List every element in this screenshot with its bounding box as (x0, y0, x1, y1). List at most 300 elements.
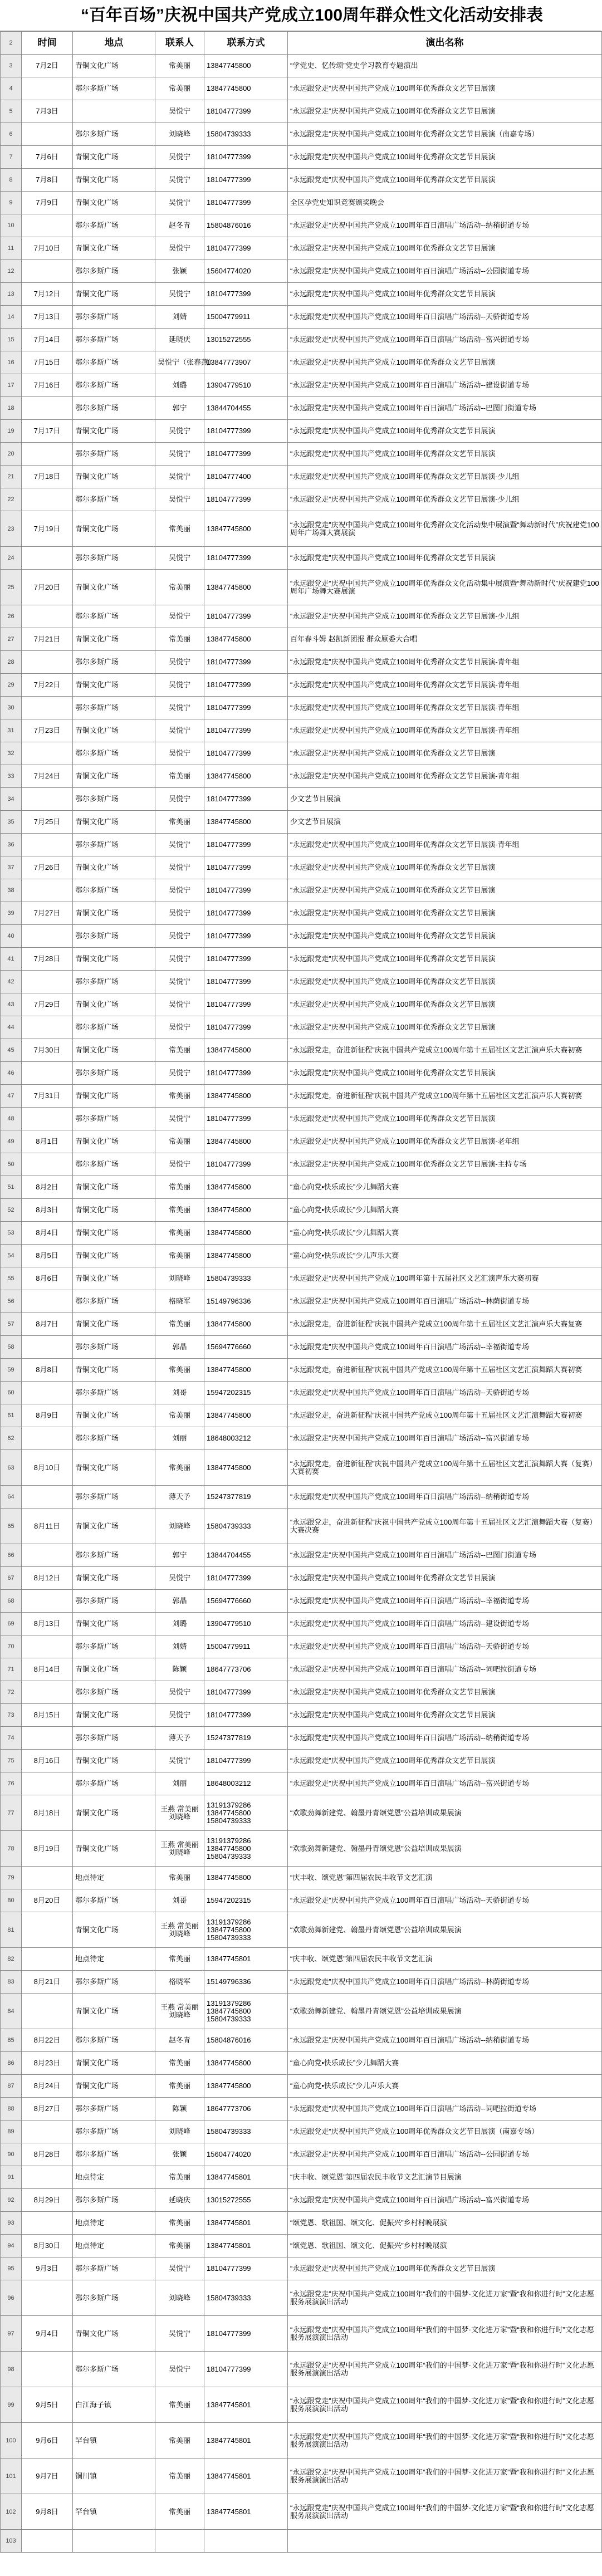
cell-place: 青铜文化广场 (73, 1750, 155, 1772)
table-row (1, 1290, 602, 1313)
cell-contact: 王燕 常美丽 刘晓峰 (155, 1831, 204, 1867)
cell-place: 鄂尔多斯广场 (73, 742, 155, 765)
row-number: 80 (1, 1889, 22, 1912)
cell-date: 8月18日 (22, 1795, 73, 1831)
cell-date: 7月30日 (22, 1039, 73, 1062)
table-row (1, 2235, 602, 2257)
row-number: 37 (1, 856, 22, 879)
cell-title: “永远跟党走”庆祝中国共产党成立100周年百日演唱广场活动--纳稍街道专场 (288, 214, 602, 237)
cell-date: 8月11日 (22, 1509, 73, 1544)
cell-place: 鄂尔多斯广场 (73, 834, 155, 856)
row-number: 22 (1, 488, 22, 511)
cell-place: 青铜文化广场 (73, 1404, 155, 1427)
cell-place: 鄂尔多斯广场 (73, 1681, 155, 1704)
row-number: 66 (1, 1544, 22, 1567)
table-row (1, 192, 602, 214)
cell-place: 鄂尔多斯广场 (73, 1290, 155, 1313)
cell-title: “永远跟党走”庆祝中国共产党成立100周年百日演唱广场活动--词吧拉街道专场 (288, 1658, 602, 1681)
cell-contact: 常美丽 (155, 2075, 204, 2098)
cell-title: “永远跟党走”庆祝中国共产党成立100周年百日演唱广场活动--纳稍街道专场 (288, 1727, 602, 1750)
cell-phone: 13847745800 (204, 1085, 288, 1108)
row-number: 23 (1, 511, 22, 547)
cell-title: “永远跟党走”庆祝中国共产党成立100周年优秀群众文艺节目展演 (288, 879, 602, 902)
cell-place: 铜川镇 (73, 2459, 155, 2494)
cell-place: 鄂尔多斯广场 (73, 1772, 155, 1795)
row-number: 54 (1, 1245, 22, 1267)
table-row (1, 2459, 602, 2494)
cell-phone: 18104777399 (204, 948, 288, 971)
cell-title: “永远跟党走”庆祝中国共产党成立100周年百日演唱广场活动--巴图门街道专场 (288, 1544, 602, 1567)
cell-title: “永远跟党走”庆祝中国共产党成立100周年百日演唱广场活动--词吧拉街道专场 (288, 2098, 602, 2120)
cell-phone: 18104777399 (204, 993, 288, 1016)
cell-title: “永远跟党走”庆祝中国共产党成立100周年“我们的中国梦·文化进万家”暨“我和你进行时”文化志愿服务展演演出活动 (288, 2280, 602, 2316)
cell-title: “永远跟党走”庆祝中国共产党成立100周年优秀群众文艺节目展演-青年组 (288, 765, 602, 788)
cell-title: “颂党恩、歌祖国、颂文化、促振兴”乡村村晚展演 (288, 2212, 602, 2235)
cell-phone: 15694776660 (204, 1336, 288, 1359)
table-row (1, 605, 602, 628)
cell-date (22, 2120, 73, 2143)
cell-contact: 吴悦宁 (155, 948, 204, 971)
row-number: 69 (1, 1613, 22, 1635)
cell-title: “欢歌劲舞新建党、翰墨丹青颂党恩”公益培训成果展演 (288, 1831, 602, 1867)
table-row (1, 628, 602, 651)
cell-date: 7月28日 (22, 948, 73, 971)
cell-contact: 常美丽 (155, 1222, 204, 1245)
cell-title: “永远跟党走”庆祝中国共产党成立100周年优秀群众文艺节目展演 (288, 2257, 602, 2280)
cell-title: “童心向党•快乐成长”少儿舞蹈大赛 (288, 1222, 602, 1245)
table-row (1, 2143, 602, 2166)
row-number: 96 (1, 2280, 22, 2316)
row-number: 16 (1, 351, 22, 374)
cell-contact: 常美丽 (155, 1039, 204, 1062)
cell-place: 鄂尔多斯广场 (73, 123, 155, 146)
row-number: 75 (1, 1750, 22, 1772)
row-number: 42 (1, 971, 22, 993)
row-number: 20 (1, 443, 22, 466)
cell-title: “永远跟党走”庆祝中国共产党成立100周年优秀群众文艺节目展演（南嘉专场） (288, 123, 602, 146)
row-number: 31 (1, 719, 22, 742)
cell-contact: 吴悦宁 (155, 283, 204, 306)
cell-contact: 常美丽 (155, 2459, 204, 2494)
row-number: 5 (1, 100, 22, 123)
cell-contact: 吴悦宁 (155, 925, 204, 948)
cell-date (22, 1635, 73, 1658)
cell-title: “永远跟党走”庆祝中国共产党成立100周年优秀群众文艺节目展演-青年组 (288, 697, 602, 719)
table-row (1, 443, 602, 466)
cell-phone: 15604774020 (204, 260, 288, 283)
cell-date: 7月31日 (22, 1085, 73, 1108)
row-number: 59 (1, 1359, 22, 1382)
table-row (1, 397, 602, 420)
cell-title: “永远跟党走”庆祝中国共产党成立100周年“我们的中国梦·文化进万家”暨“我和你进行时”文化志愿服务展演演出活动 (288, 2423, 602, 2459)
table-row (1, 1795, 602, 1831)
cell-place: 鄂尔多斯广场 (73, 925, 155, 948)
cell-contact: 常美丽 (155, 511, 204, 547)
cell-contact: 赵冬青 (155, 214, 204, 237)
cell-place: 青铜文化广场 (73, 1176, 155, 1199)
cell-place: 鄂尔多斯广场 (73, 1889, 155, 1912)
cell-title: “永远跟党走”庆祝中国共产党成立100周年优秀群众文艺节目展演-青年组 (288, 674, 602, 697)
cell-phone: 15149796336 (204, 1290, 288, 1313)
table-row (1, 420, 602, 443)
cell-date: 8月3日 (22, 1199, 73, 1222)
cell-phone: 18104777400 (204, 466, 288, 488)
table-row (1, 1750, 602, 1772)
row-number: 89 (1, 2120, 22, 2143)
cell-place: 青铜文化广场 (73, 55, 155, 77)
cell-phone: 15804739333 (204, 2120, 288, 2143)
cell-title: “永远跟党走”庆祝中国共产党成立100周年优秀群众文艺节目展演 (288, 100, 602, 123)
cell-contact: 赵冬青 (155, 2029, 204, 2052)
table-row (1, 1176, 602, 1199)
table-row (1, 742, 602, 765)
cell-phone: 13847745800 (204, 765, 288, 788)
cell-date: 8月22日 (22, 2029, 73, 2052)
table-row (1, 2423, 602, 2459)
row-number: 25 (1, 570, 22, 605)
cell-place: 鄂尔多斯广场 (73, 788, 155, 811)
cell-phone: 18104777399 (204, 674, 288, 697)
table-row (1, 547, 602, 570)
cell-date: 8月8日 (22, 1359, 73, 1382)
cell-date (22, 1590, 73, 1613)
table-row (1, 2387, 602, 2423)
cell-title: “庆丰收、颂党恩”第四届农民丰收节文艺汇演 (288, 1867, 602, 1889)
cell-phone: 13847745800 (204, 1867, 288, 1889)
cell-contact: 刘哥 (155, 1382, 204, 1404)
cell-title: “永远跟党走”庆祝中国共产党成立100周年“我们的中国梦·文化进万家”暨“我和你进行时”文化志愿服务展演演出活动 (288, 2352, 602, 2387)
cell-contact: 常美丽 (155, 77, 204, 100)
cell-phone: 18104777399 (204, 1153, 288, 1176)
table-row (1, 971, 602, 993)
cell-place: 白江海子镇 (73, 2387, 155, 2423)
table-row (1, 306, 602, 329)
cell-phone: 13847745800 (204, 55, 288, 77)
cell-place: 青铜文化广场 (73, 1267, 155, 1290)
row-number: 103 (1, 2530, 22, 2553)
table-row (1, 902, 602, 925)
row-number: 10 (1, 214, 22, 237)
row-number: 53 (1, 1222, 22, 1245)
table-row (1, 765, 602, 788)
table-row (1, 1994, 602, 2029)
cell-title: “童心向党•快乐成长”少儿声乐大赛 (288, 2075, 602, 2098)
column-header-place: 地点 (73, 32, 155, 55)
cell-place: 鄂尔多斯广场 (73, 1336, 155, 1359)
cell-date: 8月23日 (22, 2052, 73, 2075)
cell-place: 青铜文化广场 (73, 1658, 155, 1681)
cell-contact: 刘晓峰 (155, 1267, 204, 1290)
cell-title: “永远跟党走，奋进新征程”庆祝中国共产党成立100周年第十五届社区文艺汇演舞蹈大赛初赛 (288, 1404, 602, 1427)
cell-contact: 吴悦宁 (155, 834, 204, 856)
row-number: 52 (1, 1199, 22, 1222)
cell-title: “永远跟党走”庆祝中国共产党成立100周年优秀群众文艺节目展演-青年组 (288, 651, 602, 674)
cell-title: “学党史、忆传颂”党史学习教育专题演出 (288, 55, 602, 77)
row-number: 35 (1, 811, 22, 834)
table-row (1, 1567, 602, 1590)
cell-contact: 吴悦宁 (155, 856, 204, 879)
table-row (1, 1427, 602, 1450)
cell-place: 鄂尔多斯广场 (73, 651, 155, 674)
row-number: 64 (1, 1486, 22, 1509)
cell-date (22, 1912, 73, 1948)
cell-date (22, 214, 73, 237)
cell-contact: 常美丽 (155, 1245, 204, 1267)
cell-contact: 王燕 常美丽 刘晓峰 (155, 1994, 204, 2029)
table-row (1, 1971, 602, 1994)
cell-contact: 王燕 常美丽 刘晓峰 (155, 1795, 204, 1831)
cell-phone: 18104777399 (204, 1681, 288, 1704)
row-number: 41 (1, 948, 22, 971)
cell-contact: 常美丽 (155, 1948, 204, 1971)
cell-contact: 常美丽 (155, 1404, 204, 1427)
cell-title: “永远跟党走”庆祝中国共产党成立100周年百日演唱广场活动--天骄街道专场 (288, 1635, 602, 1658)
cell-place: 鄂尔多斯广场 (73, 2189, 155, 2212)
row-number: 30 (1, 697, 22, 719)
cell-contact: 常美丽 (155, 628, 204, 651)
cell-title: “永远跟党走”庆祝中国共产党成立100周年优秀群众文艺节目展演 (288, 169, 602, 192)
sheet-title: “百年百场”庆祝中国共产党成立100周年群众性文化活动安排表 (0, 0, 601, 31)
cell-title: “永远跟党走”庆祝中国共产党成立100周年百日演唱广场活动--林荫街道专场 (288, 1290, 602, 1313)
cell-contact: 吴悦宁 (155, 902, 204, 925)
table-row (1, 834, 602, 856)
cell-phone: 13847745800 (204, 570, 288, 605)
row-number: 33 (1, 765, 22, 788)
cell-title: “永远跟党走”庆祝中国共产党成立100周年优秀群众文艺节目展演 (288, 742, 602, 765)
table-row (1, 1613, 602, 1635)
table-row (1, 2316, 602, 2352)
cell-phone: 18104777399 (204, 146, 288, 169)
cell-title: “永远跟党走”庆祝中国共产党成立100周年优秀群众文艺节目展演-老年组 (288, 1130, 602, 1153)
cell-place: 鄂尔多斯广场 (73, 2120, 155, 2143)
cell-phone: 13847745800 (204, 1450, 288, 1486)
table-row (1, 55, 602, 77)
cell-place: 鄂尔多斯广场 (73, 971, 155, 993)
cell-phone: 18104777399 (204, 788, 288, 811)
row-number: 12 (1, 260, 22, 283)
cell-phone: 15004779911 (204, 1635, 288, 1658)
cell-contact: 吴悦宁 (155, 674, 204, 697)
cell-phone: 13847745800 (204, 511, 288, 547)
row-number: 7 (1, 146, 22, 169)
cell-phone: 15247377819 (204, 1727, 288, 1750)
cell-contact: 吴悦宁 (155, 1062, 204, 1085)
row-number: 46 (1, 1062, 22, 1085)
cell-date: 7月29日 (22, 993, 73, 1016)
cell-date: 8月10日 (22, 1450, 73, 1486)
cell-contact: 张颖 (155, 260, 204, 283)
cell-date: 7月20日 (22, 570, 73, 605)
cell-date (22, 1727, 73, 1750)
cell-title: “永远跟党走”庆祝中国共产党成立100周年优秀群众文艺节目展演 (288, 856, 602, 879)
cell-date: 8月13日 (22, 1613, 73, 1635)
cell-place: 鄂尔多斯广场 (73, 1382, 155, 1404)
table-row (1, 283, 602, 306)
row-number: 68 (1, 1590, 22, 1613)
cell-phone: 18648003212 (204, 1772, 288, 1795)
cell-date (22, 547, 73, 570)
cell-place: 罕台镇 (73, 2494, 155, 2530)
cell-contact: 刘璐 (155, 1613, 204, 1635)
row-number: 93 (1, 2212, 22, 2235)
cell-title: “永远跟党走”庆祝中国共产党成立100周年优秀群众文艺节目展演-青年组 (288, 834, 602, 856)
cell-place: 地点待定 (73, 1867, 155, 1889)
row-number: 94 (1, 2235, 22, 2257)
cell-title: “永远跟党走”庆祝中国共产党成立100周年百日演唱广场活动--公园街道专场 (288, 2143, 602, 2166)
cell-contact: 刘晓峰 (155, 2280, 204, 2316)
cell-place: 鄂尔多斯广场 (73, 329, 155, 351)
cell-phone: 18104777399 (204, 742, 288, 765)
cell-contact: 刘璐 (155, 374, 204, 397)
row-number: 11 (1, 237, 22, 260)
cell-title: “永远跟党走”庆祝中国共产党成立100周年百日演唱广场活动--纳稍街道专场 (288, 1486, 602, 1509)
row-number: 63 (1, 1450, 22, 1486)
row-number: 34 (1, 788, 22, 811)
table-row (1, 1199, 602, 1222)
table-row (1, 1450, 602, 1486)
cell-title: “永远跟党走”庆祝中国共产党成立100周年优秀群众文艺节目展演 (288, 283, 602, 306)
cell-date: 7月26日 (22, 856, 73, 879)
cell-contact: 刘婧 (155, 1635, 204, 1658)
cell-phone: 15804739333 (204, 1509, 288, 1544)
cell-place: 青铜文化广场 (73, 1613, 155, 1635)
cell-phone: 18104777399 (204, 879, 288, 902)
table-row (1, 1590, 602, 1613)
cell-date: 8月19日 (22, 1831, 73, 1867)
cell-date (22, 971, 73, 993)
cell-title: “庆丰收、颂党恩”第四届农民丰收节文艺汇演节目展演 (288, 2166, 602, 2189)
row-number: 88 (1, 2098, 22, 2120)
cell-phone: 18104777399 (204, 169, 288, 192)
cell-title: “永远跟党走”庆祝中国共产党成立100周年百日演唱广场活动--建设街道专场 (288, 374, 602, 397)
cell-title: “永远跟党走”庆祝中国共产党成立100周年优秀群众文艺节目展演（南嘉专场） (288, 2120, 602, 2143)
cell-contact: 格晓军 (155, 1971, 204, 1994)
table-row (1, 169, 602, 192)
cell-contact: 吴悦宁 (155, 971, 204, 993)
cell-place: 青铜文化广场 (73, 811, 155, 834)
row-number: 13 (1, 283, 22, 306)
cell-phone: 13847745801 (204, 2494, 288, 2530)
cell-phone: 13904779510 (204, 374, 288, 397)
row-number: 60 (1, 1382, 22, 1404)
cell-title: “童心向党•快乐成长”少儿舞蹈大赛 (288, 1176, 602, 1199)
cell-date (22, 2352, 73, 2387)
cell-date: 7月14日 (22, 329, 73, 351)
cell-contact: 延晓庆 (155, 329, 204, 351)
table-row (1, 2120, 602, 2143)
cell-phone: 18647773706 (204, 1658, 288, 1681)
cell-place: 青铜文化广场 (73, 169, 155, 192)
cell-date: 8月9日 (22, 1404, 73, 1427)
cell-place: 鄂尔多斯广场 (73, 443, 155, 466)
cell-phone: 18104777399 (204, 420, 288, 443)
row-number: 9 (1, 192, 22, 214)
table-row (1, 1912, 602, 1948)
cell-phone: 18104777399 (204, 283, 288, 306)
cell-contact: 刘婧 (155, 306, 204, 329)
cell-phone: 15604774020 (204, 2143, 288, 2166)
cell-title: “永远跟党走”庆祝中国共产党成立100周年优秀群众文艺节目展演 (288, 1567, 602, 1590)
cell-place: 青铜文化广场 (73, 1450, 155, 1486)
table-row (1, 466, 602, 488)
cell-contact: 吴悦宁 (155, 237, 204, 260)
header-row (1, 32, 602, 55)
table-row (1, 1245, 602, 1267)
cell-contact: 吴悦宁 (155, 1153, 204, 1176)
cell-date (22, 1108, 73, 1130)
cell-place: 青铜文化广场 (73, 283, 155, 306)
cell-contact: 吴悦宁 (155, 466, 204, 488)
cell-date: 8月5日 (22, 1245, 73, 1267)
cell-date: 9月7日 (22, 2459, 73, 2494)
cell-date: 8月14日 (22, 1658, 73, 1681)
row-number: 81 (1, 1912, 22, 1948)
cell-contact: 吴悦宁 (155, 605, 204, 628)
table-row (1, 2494, 602, 2530)
cell-place: 青铜文化广场 (73, 948, 155, 971)
cell-phone: 18104777399 (204, 100, 288, 123)
cell-title: “永远跟党走”庆祝中国共产党成立100周年优秀群众文化活动集中展演暨“舞动新时代”庆祝建党100周年广场舞大赛展演 (288, 570, 602, 605)
cell-phone: 18104777399 (204, 697, 288, 719)
row-number: 84 (1, 1994, 22, 2029)
cell-phone: 18648003212 (204, 1427, 288, 1450)
cell-contact: 吴悦宁 (155, 192, 204, 214)
cell-title: “永远跟党走”庆祝中国共产党成立100周年优秀群众文化活动集中展演暨“舞动新时代”庆祝建党100周年广场舞大赛展演 (288, 511, 602, 547)
column-header-contact: 联系人 (155, 32, 204, 55)
table-row (1, 1867, 602, 1889)
cell-contact: 常美丽 (155, 2166, 204, 2189)
table-row (1, 1222, 602, 1245)
cell-place: 青铜文化广场 (73, 719, 155, 742)
cell-contact: 刘丽 (155, 1427, 204, 1450)
cell-phone: 15004779911 (204, 306, 288, 329)
cell-place: 青铜文化广场 (73, 765, 155, 788)
cell-contact: 吴悦宁 (155, 1567, 204, 1590)
row-number: 76 (1, 1772, 22, 1795)
row-number: 73 (1, 1704, 22, 1727)
cell-title: “欢歌劲舞新建党、翰墨丹青颂党恩”公益培训成果展演 (288, 1912, 602, 1948)
cell-phone: 13847745800 (204, 2052, 288, 2075)
cell-phone: 18104777399 (204, 443, 288, 466)
cell-contact: 吴悦宁 (155, 488, 204, 511)
cell-place: 青铜文化广场 (73, 1039, 155, 1062)
cell-title: “永远跟党走”庆祝中国共产党成立100周年优秀群众文艺节目展演-少儿组 (288, 605, 602, 628)
cell-phone: 13847745800 (204, 1039, 288, 1062)
cell-phone: 13847745800 (204, 1176, 288, 1199)
column-header-phone: 联系方式 (204, 32, 288, 55)
row-number: 27 (1, 628, 22, 651)
cell-phone: 13847773907 (204, 351, 288, 374)
row-number: 6 (1, 123, 22, 146)
cell-phone: 13847745800 (204, 2075, 288, 2098)
table-row (1, 260, 602, 283)
cell-phone: 18104777399 (204, 605, 288, 628)
cell-place: 青铜文化广场 (73, 570, 155, 605)
row-number: 18 (1, 397, 22, 420)
cell-title: 全区孕党史知识竞赛颁奖晚会 (288, 192, 602, 214)
cell-phone: 18104777399 (204, 834, 288, 856)
cell-title: “永远跟党走”庆祝中国共产党成立100周年百日演唱广场活动--幸福街道专场 (288, 1336, 602, 1359)
cell-date: 8月1日 (22, 1130, 73, 1153)
cell-date: 7月8日 (22, 169, 73, 192)
cell-phone: 13847745801 (204, 2235, 288, 2257)
cell-place: 青铜文化广场 (73, 1567, 155, 1590)
cell-title: “永远跟党走”庆祝中国共产党成立100周年百日演唱广场活动--幸福街道专场 (288, 1590, 602, 1613)
cell-title: “永远跟党走，奋进新征程”庆祝中国共产党成立100周年第十五届社区文艺汇演声乐大赛初赛 (288, 1085, 602, 1108)
table-row (1, 2189, 602, 2212)
cell-place: 青铜文化广场 (73, 192, 155, 214)
cell-date (22, 651, 73, 674)
